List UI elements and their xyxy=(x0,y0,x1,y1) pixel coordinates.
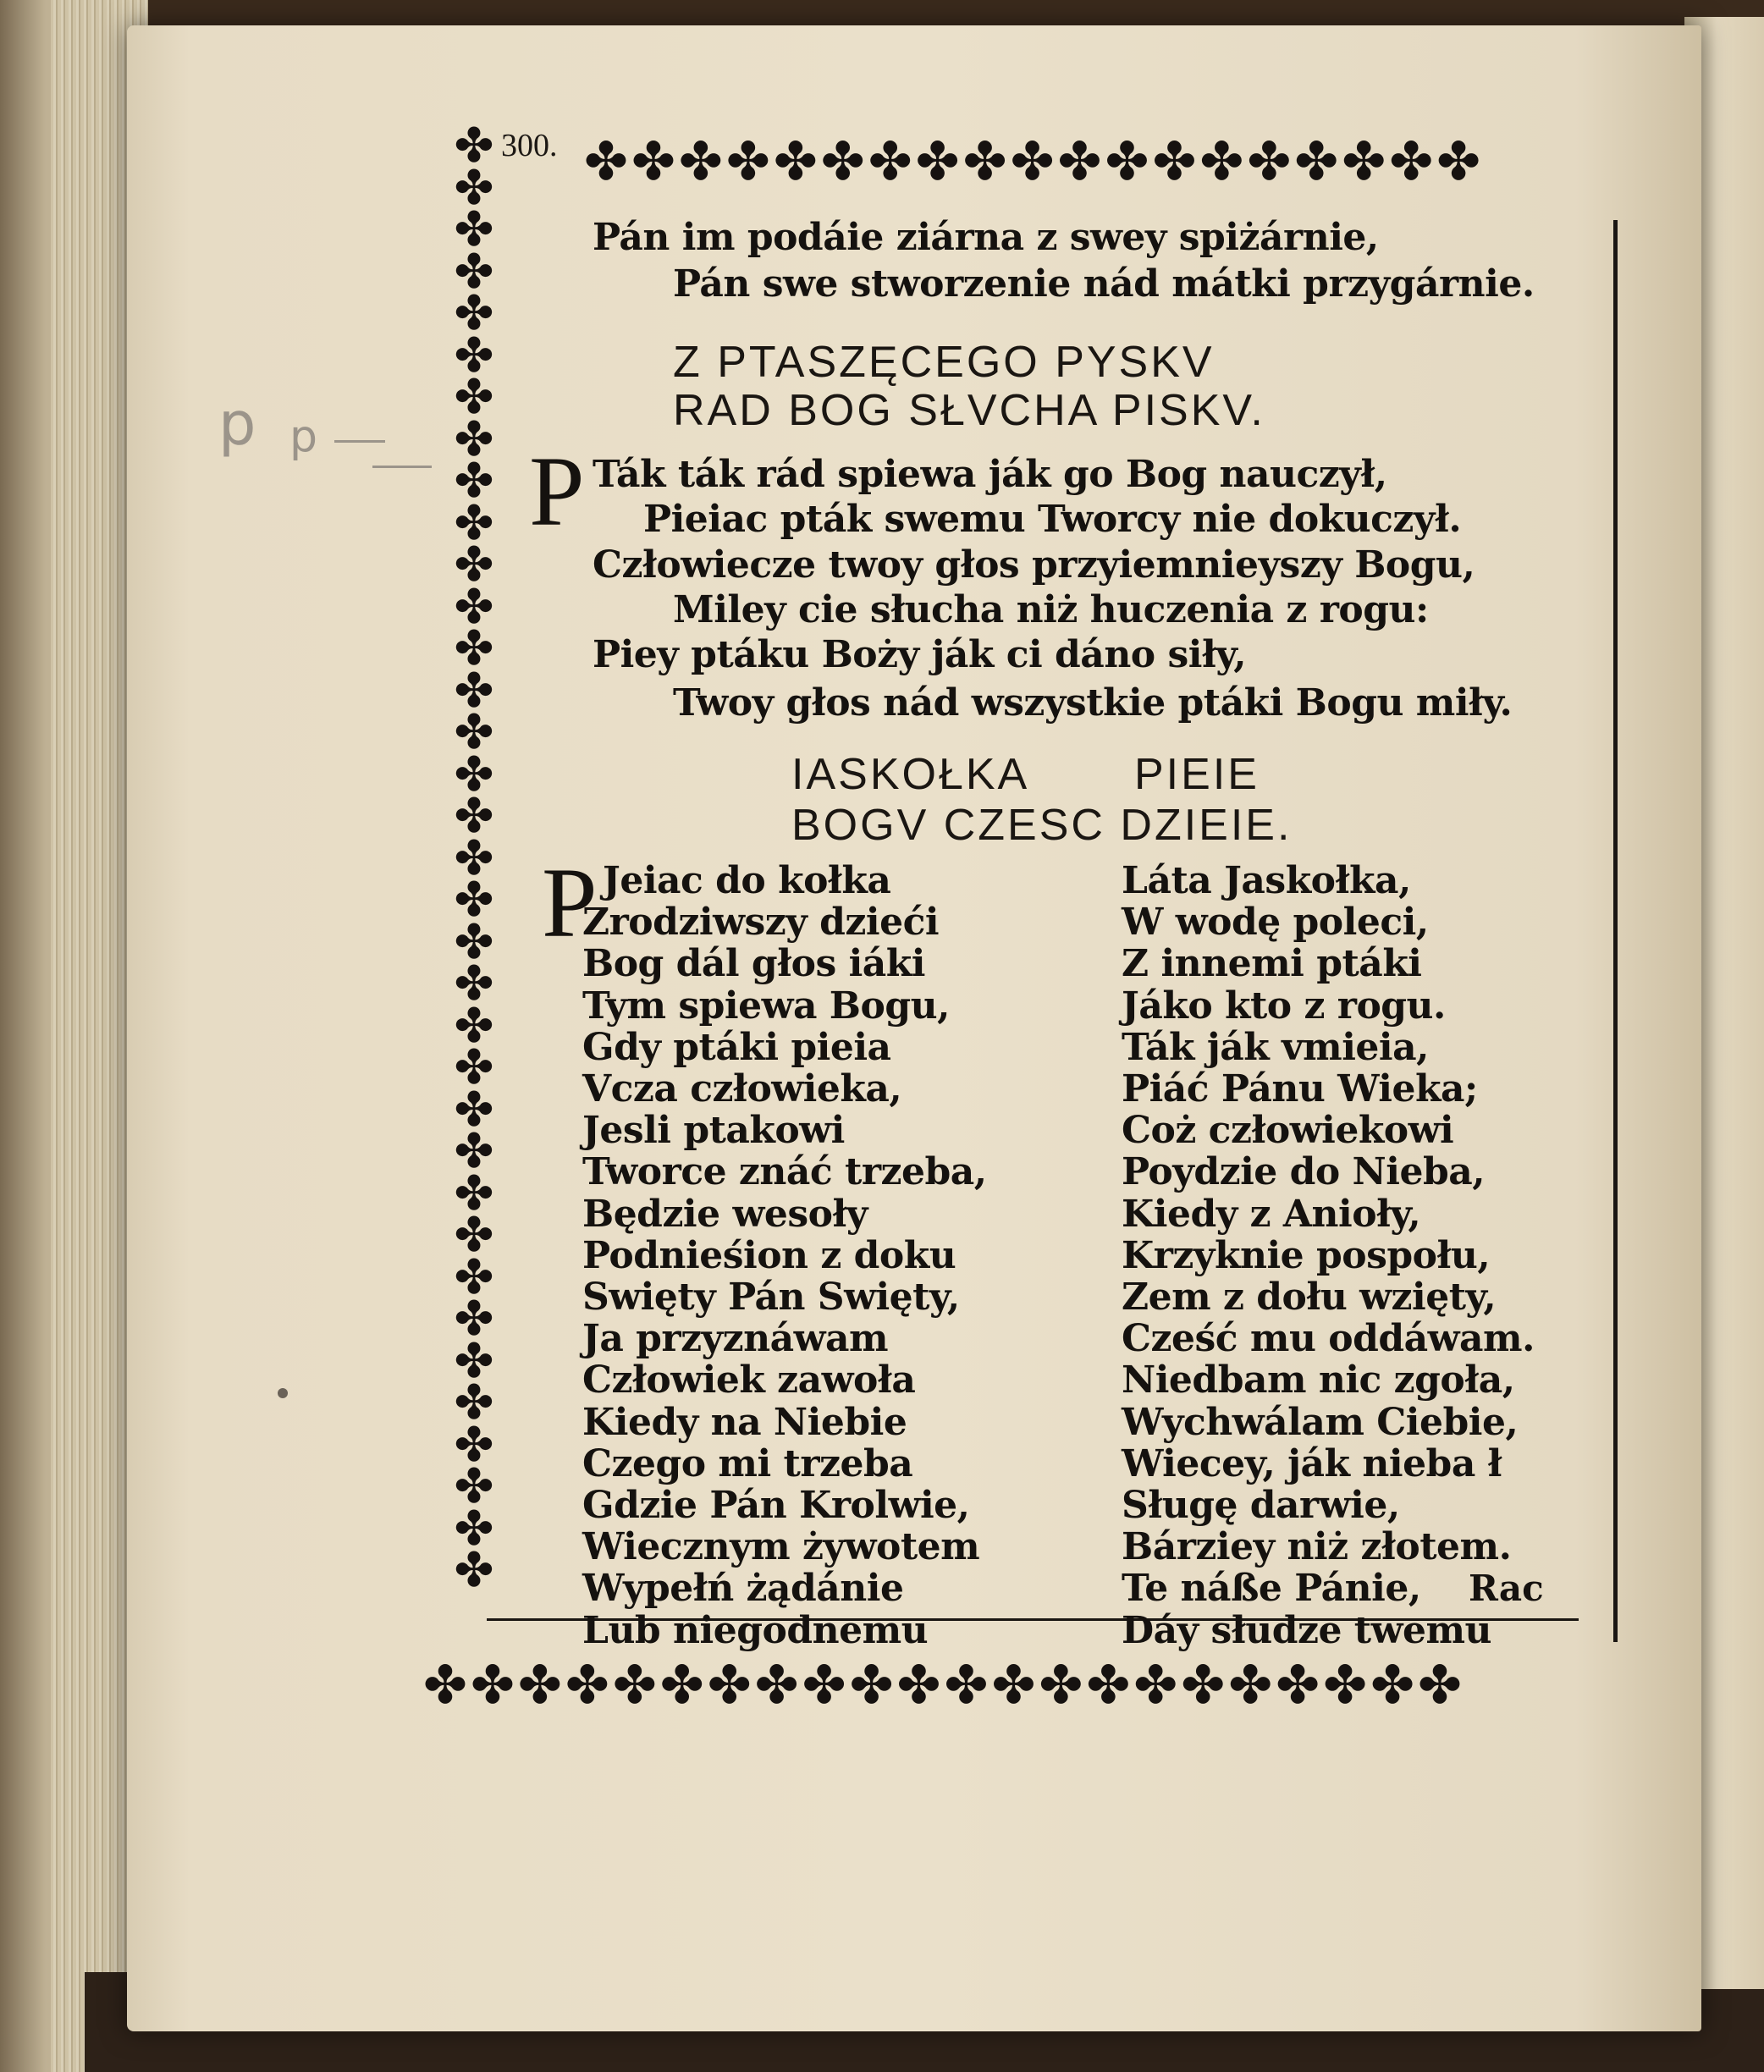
fleuron-ornament: ✤ xyxy=(454,537,494,592)
fleuron-ornament: ✤ xyxy=(454,411,494,467)
left-column-line: Gdzie Pán Krolwie, xyxy=(582,1484,970,1527)
right-column-line: Jáko kto z rogu. xyxy=(1122,984,1446,1028)
left-column-line: Kiedy na Niebie xyxy=(582,1400,907,1444)
left-column-line: Ja przyznáwam xyxy=(582,1317,889,1361)
fleuron-ornament: ✤ xyxy=(1342,130,1386,192)
fleuron-ornament: ✤ xyxy=(454,370,494,425)
fleuron-ornament: ✤ xyxy=(612,1654,657,1716)
fleuron-ornament: ✤ xyxy=(802,1654,846,1716)
left-column-line: Czego mi trzeba xyxy=(582,1441,913,1485)
left-column-line: Jeiac do kołka xyxy=(603,859,891,902)
fleuron-ornament: ✤ xyxy=(454,1040,494,1095)
fleuron-ornament: ✤ xyxy=(659,1654,704,1716)
section1-line-5: Piey ptáku Boży ják ci dáno siły, xyxy=(593,633,1247,676)
section1-drop-cap: P xyxy=(529,436,585,547)
fleuron-ornament: ✤ xyxy=(1105,130,1149,192)
fleuron-ornament: ✤ xyxy=(454,747,494,802)
fleuron-ornament: ✤ xyxy=(454,286,494,341)
right-column-line: Coż człowiekowi xyxy=(1122,1109,1454,1153)
fleuron-ornament: ✤ xyxy=(1039,1654,1083,1716)
right-column-line: Te náße Pánie, xyxy=(1122,1567,1421,1611)
fleuron-ornament: ✤ xyxy=(725,130,770,192)
right-column-line: Krzyknie pospołu, xyxy=(1122,1233,1491,1277)
fleuron-ornament: ✤ xyxy=(1436,130,1481,192)
couplet-line-1: Pán im podáie ziárna z swey spiżárnie, xyxy=(593,216,1379,259)
section1-line-4: Miley cie słucha niż huczenia z rogu: xyxy=(673,588,1429,631)
fleuron-ornament: ✤ xyxy=(454,123,494,174)
left-column-line: Człowiek zawoła xyxy=(582,1358,916,1402)
fleuron-ornament: ✤ xyxy=(1370,1654,1415,1716)
fleuron-ornament: ✤ xyxy=(454,663,494,719)
left-column-line: Jesli ptakowi xyxy=(582,1109,845,1153)
left-column-line: Lub niegodnemu xyxy=(582,1608,929,1652)
left-column-line: Gdy ptáki pieia xyxy=(582,1025,891,1069)
right-column-line: Wiecey, ják nieba ł xyxy=(1122,1441,1502,1485)
fleuron-ornament: ✤ xyxy=(1276,1654,1320,1716)
right-column-line: Kiedy z Anioły, xyxy=(1122,1192,1421,1236)
fleuron-ornament: ✤ xyxy=(454,1375,494,1430)
right-column-line: Piáć Pánu Wieka; xyxy=(1122,1067,1478,1110)
fleuron-ornament: ✤ xyxy=(1228,1654,1273,1716)
pencil-mark-2: p xyxy=(289,411,318,462)
fleuron-ornament: ✤ xyxy=(1247,130,1292,192)
left-column-line: Wiecznym żywotem xyxy=(582,1525,980,1569)
section1-line-1: Ták ták rád spiewa ják go Bog nauczył, xyxy=(593,453,1387,496)
fleuron-ornament: ✤ xyxy=(454,621,494,676)
fleuron-ornament: ✤ xyxy=(915,130,960,192)
fleuron-ornament: ✤ xyxy=(820,130,865,192)
fleuron-ornament: ✤ xyxy=(454,1459,494,1514)
fleuron-ornament: ✤ xyxy=(773,130,818,192)
fleuron-ornament: ✤ xyxy=(454,705,494,760)
left-column-line: Vcza człowieka, xyxy=(582,1067,902,1110)
fleuron-ornament: ✤ xyxy=(454,454,494,509)
section1-line-2: Pieiac pták swemu Tworcy nie dokuczył. xyxy=(643,498,1462,541)
right-column-line: Láta Jaskołka, xyxy=(1122,859,1411,902)
left-column-line: Bog dál głos iáki xyxy=(582,942,925,986)
ink-dot xyxy=(278,1388,288,1398)
fleuron-ornament: ✤ xyxy=(1181,1654,1226,1716)
section2-title-left: IASKOŁKA xyxy=(791,750,1030,799)
section2-drop-cap: P xyxy=(542,847,598,958)
left-column-line: Tworce znáć trzeba, xyxy=(582,1150,987,1194)
fleuron-ornament: ✤ xyxy=(517,1654,562,1716)
fleuron-ornament: ✤ xyxy=(944,1654,989,1716)
catchword: Rac xyxy=(1469,1568,1544,1609)
pencil-mark: p xyxy=(218,389,256,459)
right-column-line: Z innemi ptáki xyxy=(1122,942,1422,986)
fleuron-ornament: ✤ xyxy=(754,1654,799,1716)
left-column-line: Wypełń żądánie xyxy=(582,1567,904,1611)
fleuron-ornament: ✤ xyxy=(454,1543,494,1598)
fleuron-ornament: ✤ xyxy=(1133,1654,1178,1716)
fleuron-ornament: ✤ xyxy=(423,1654,467,1716)
left-column-line: Podnieśion z doku xyxy=(582,1233,956,1277)
fleuron-ornament: ✤ xyxy=(631,130,675,192)
left-column-line: Swięty Pán Swięty, xyxy=(582,1276,960,1319)
right-column-line: Poydzie do Nieba, xyxy=(1122,1150,1486,1194)
fleuron-ornament: ✤ xyxy=(1057,130,1102,192)
fleuron-ornament: ✤ xyxy=(454,873,494,928)
pencil-stroke xyxy=(334,440,385,443)
left-column-line: Tym spiewa Bogu, xyxy=(582,984,950,1028)
fleuron-ornament: ✤ xyxy=(1389,130,1434,192)
fleuron-ornament: ✤ xyxy=(454,998,494,1054)
section2-title-right: PIEIE xyxy=(1134,750,1260,799)
fleuron-ornament: ✤ xyxy=(454,1166,494,1221)
fleuron-ornament: ✤ xyxy=(454,1501,494,1557)
fleuron-ornament: ✤ xyxy=(565,1654,609,1716)
right-column-line: Ták ják vmieia, xyxy=(1122,1025,1429,1069)
left-ornament-border xyxy=(440,123,508,1621)
fleuron-ornament: ✤ xyxy=(991,1654,1036,1716)
pencil-marginalia xyxy=(212,381,432,516)
section1-title-line-1: Z PTASZĘCEGO PYSKV xyxy=(673,338,1215,387)
fleuron-ornament: ✤ xyxy=(868,130,912,192)
section2-title-line-2: BOGV CZESC DZIEIE. xyxy=(791,801,1293,850)
fleuron-ornament: ✤ xyxy=(849,1654,894,1716)
right-column-line: Cześć mu oddáwam. xyxy=(1122,1317,1535,1361)
fleuron-ornament: ✤ xyxy=(1010,130,1055,192)
fleuron-ornament: ✤ xyxy=(678,130,723,192)
fleuron-ornament: ✤ xyxy=(1152,130,1197,192)
fleuron-ornament: ✤ xyxy=(454,244,494,300)
section1-line-3: Człowiecze twoy głos przyiemnieyszy Bogu, xyxy=(593,543,1475,587)
fleuron-ornament: ✤ xyxy=(454,1249,494,1305)
book-page xyxy=(127,25,1701,2031)
fleuron-ornament: ✤ xyxy=(470,1654,515,1716)
fleuron-ornament: ✤ xyxy=(454,1208,494,1263)
fleuron-ornament: ✤ xyxy=(584,130,628,192)
fleuron-ornament: ✤ xyxy=(454,789,494,844)
fleuron-ornament: ✤ xyxy=(454,1417,494,1473)
right-column-line: Dáy słudze twemu xyxy=(1122,1608,1492,1652)
right-column-line: Bárziey niż złotem. xyxy=(1122,1525,1512,1569)
fleuron-ornament: ✤ xyxy=(1086,1654,1131,1716)
fleuron-ornament: ✤ xyxy=(896,1654,941,1716)
right-column-line: Zem z dołu wzięty, xyxy=(1122,1276,1497,1319)
pencil-stroke-2 xyxy=(372,466,432,468)
section1-title-line-2: RAD BOG SŁVCHA PISKV. xyxy=(673,386,1265,435)
fleuron-ornament: ✤ xyxy=(454,1124,494,1179)
fleuron-ornament: ✤ xyxy=(454,579,494,635)
left-column-line: Będzie wesoły xyxy=(582,1192,868,1236)
fleuron-ornament: ✤ xyxy=(1294,130,1339,192)
page-edges xyxy=(0,0,148,2072)
right-border-rule xyxy=(1613,220,1618,1642)
couplet-line-2: Pán swe stworzenie nád mátki przygárnie. xyxy=(673,262,1535,306)
fleuron-ornament: ✤ xyxy=(454,160,494,216)
fleuron-ornament: ✤ xyxy=(454,1292,494,1347)
fleuron-ornament: ✤ xyxy=(454,830,494,886)
fleuron-ornament: ✤ xyxy=(1199,130,1244,192)
fleuron-ornament: ✤ xyxy=(962,130,1007,192)
right-column-line: W wodę poleci, xyxy=(1122,901,1429,945)
fleuron-ornament: ✤ xyxy=(454,202,494,257)
top-ornament-border xyxy=(584,130,1600,192)
fleuron-ornament: ✤ xyxy=(1323,1654,1368,1716)
left-column-line: Zrodziwszy dzieći xyxy=(582,901,940,945)
fleuron-ornament: ✤ xyxy=(454,328,494,383)
section1-line-6: Twoy głos nád wszystkie ptáki Bogu miły. xyxy=(673,681,1513,725)
fleuron-ornament: ✤ xyxy=(707,1654,752,1716)
fleuron-ornament: ✤ xyxy=(1418,1654,1462,1716)
fleuron-ornament: ✤ xyxy=(454,956,494,1011)
fleuron-ornament: ✤ xyxy=(454,1082,494,1138)
page-number: 300. xyxy=(501,128,558,163)
bottom-ornament-border xyxy=(423,1654,1583,1716)
fleuron-ornament: ✤ xyxy=(454,1333,494,1389)
fleuron-ornament: ✤ xyxy=(454,914,494,970)
right-column-line: Wychwálam Ciebie, xyxy=(1122,1400,1519,1444)
right-column-line: Niedbam nic zgoła, xyxy=(1122,1358,1515,1402)
right-column-line: Sługę darwie, xyxy=(1122,1484,1400,1527)
fleuron-ornament: ✤ xyxy=(454,495,494,551)
